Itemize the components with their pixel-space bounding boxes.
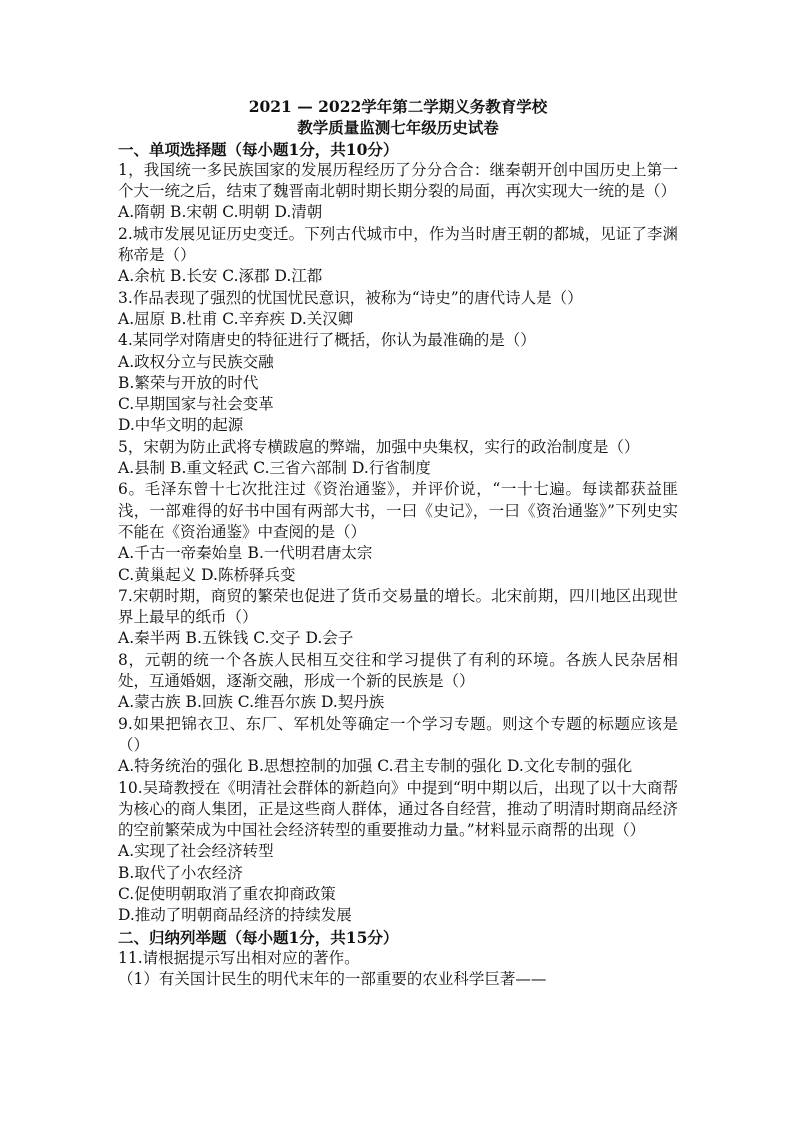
question-11-sub1: （1）有关国计民生的明代末年的一部重要的农业科学巨著—— [118, 970, 547, 989]
question-10 [118, 778, 678, 927]
question-8 [118, 650, 678, 714]
question-options: A.屈原 B.杜甫 C.辛弃疾 D.关汉卿 [118, 309, 354, 328]
question-11-stem: 11.请根据提示写出相对应的著作。 [118, 948, 360, 967]
question-5 [118, 437, 678, 480]
question-option-b: B.取代了小农经济 [118, 863, 243, 882]
question-option-b: B.繁荣与开放的时代 [118, 373, 259, 392]
question-1 [118, 160, 678, 224]
question-stem: 2.城市发展见证历史变迁。下列古代城市中，作为当时唐王朝的都城，见证了李渊称帝是（） [118, 224, 678, 265]
question-options: A.蒙古族 B.回族 C.维吾尔族 D.契丹族 [118, 693, 385, 712]
question-6 [118, 479, 678, 585]
exam-title-line2: 教学质量监测七年级历史试卷 [297, 118, 499, 138]
question-stem: 9.如果把锦衣卫、东厂、军机处等确定一个学习专题。则这个专题的标题应该是（） [118, 714, 678, 754]
question-options: A.县制 B.重文轻武 C.三省六部制 D.行省制度 [118, 459, 431, 478]
question-stem: 10.吴琦教授在《明清社会群体的新趋向》中提到“明中期以后，出现了以十大商帮为核心的商人集团，正是这些商人群体，通过各自经营，推动了明清时期商品经济的空前繁荣成为中国社会经济转型的重要推动力量。”材料显示商帮的出现（） [118, 778, 678, 840]
question-option-d: D.中华文明的起源 [118, 416, 244, 435]
question-option-a: A.实现了社会经济转型 [118, 842, 274, 861]
question-options-ab: A.千古一帝秦始皇 B.一代明君唐太宗 [118, 544, 373, 563]
question-stem: 7.宋朝时期，商贸的繁荣也促进了货币交易量的增长。北宋前期，四川地区出现世界上最早的纸币（） [118, 586, 678, 627]
question-options: A.隋朝 B.宋朝 C.明朝 D.清朝 [118, 203, 323, 222]
question-option-a: A.政权分立与民族交融 [118, 352, 274, 371]
exam-page [118, 96, 678, 990]
question-9 [118, 714, 678, 778]
question-stem: 3.作品表现了强烈的忧国忧民意识，被称为“诗史”的唐代诗人是（） [118, 288, 583, 307]
question-7 [118, 586, 678, 650]
question-option-d: D.推动了明朝商品经济的持续发展 [118, 906, 352, 925]
question-stem: 6。毛泽东曾十七次批注过《资治通鉴》，并评价说，“一十七遍。每读都获益匪浅，一部难得的好书中国有两部大书，一曰《史记》，一曰《资治通鉴》”下列史实不能在《资治通鉴》中查阅的是（） [118, 480, 678, 541]
question-3 [118, 288, 678, 331]
question-option-c: C.促使明朝取消了重农抑商政策 [118, 884, 336, 903]
question-stem: 5，宋朝为防止武将专横跋扈的弊端，加强中央集权，实行的政治制度是（） [118, 437, 640, 456]
section1-heading: 一、单项选择题（每小题1分，共10分） [118, 139, 399, 159]
question-2 [118, 224, 678, 288]
question-options: A.余杭 B.长安 C.涿郡 D.江都 [118, 267, 323, 286]
question-options: A.秦半两 B.五铢钱 C.交子 D.会子 [118, 629, 354, 648]
question-stem: 4.某同学对隋唐史的特征进行了概括，你认为最准确的是（） [118, 331, 536, 350]
section2-heading: 二、归纳列举题（每小题1分，共15分） [118, 927, 399, 947]
question-4 [118, 330, 678, 436]
question-options: A.特务统治的强化 B.思想控制的加强 C.君主专制的强化 D.文化专制的强化 [118, 757, 633, 776]
question-option-c: C.早期国家与社会变革 [118, 395, 274, 414]
question-options-cd: C.黄巢起义 D.陈桥驿兵变 [118, 565, 296, 584]
question-stem: 8，元朝的统一个各族人民相互交往和学习提供了有利的环境。各族人民杂居相处，互通婚姻，逐渐交融，形成一个新的民族是（） [118, 650, 678, 691]
question-stem: 1，我国统一多民族国家的发展历程经历了分分合合：继秦朝开创中国历史上第一个大一统之后，结束了魏晋南北朝时期长期分裂的局面，再次实现大一统的是（） [118, 160, 678, 201]
exam-title-line1: 2021 — 2022学年第二学期义务教育学校 [248, 97, 548, 116]
